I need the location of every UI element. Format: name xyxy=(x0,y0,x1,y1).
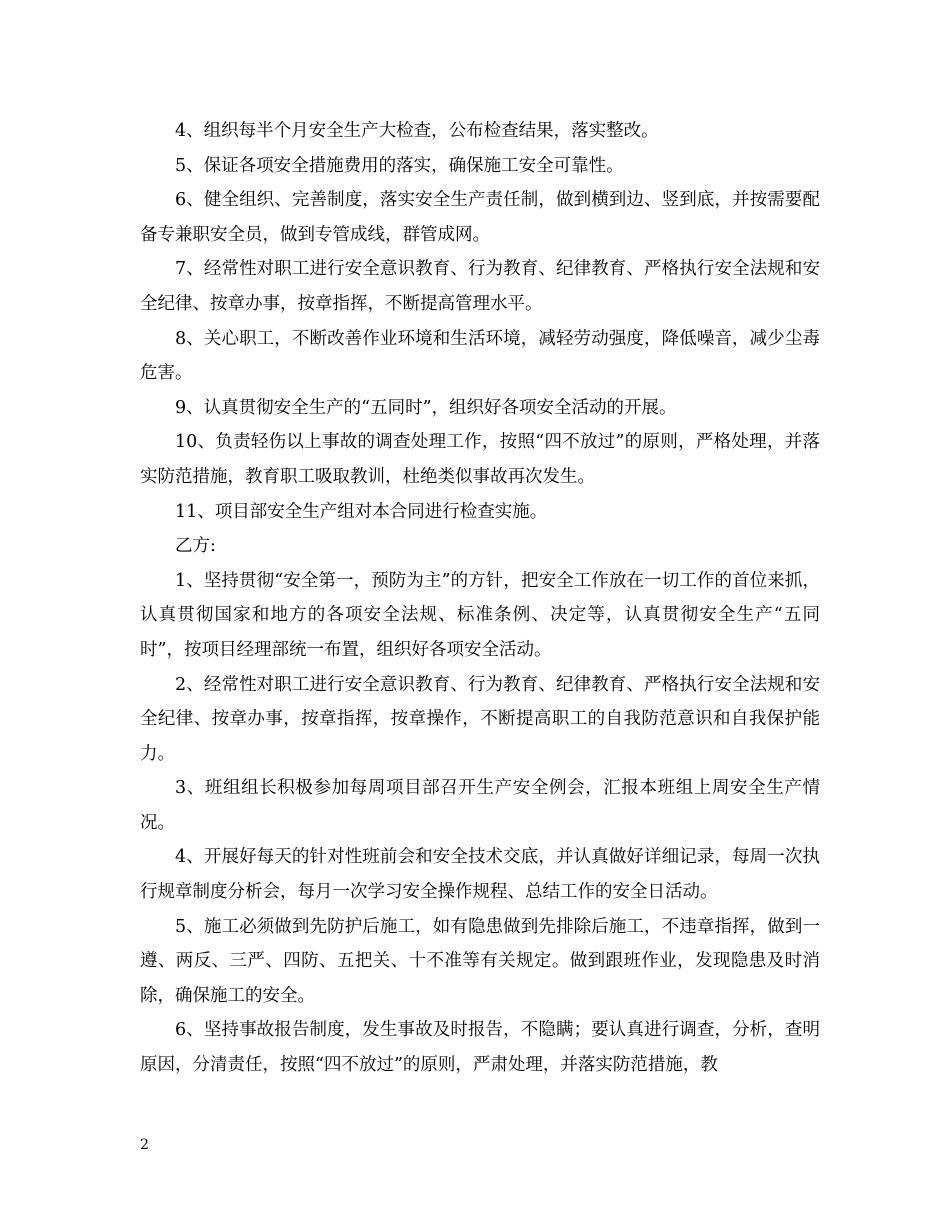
page-number: 2 xyxy=(140,1137,149,1153)
paragraph-party-b-item-4: 4、开展好每天的针对性班前会和安全技术交底，并认真做好详细记录，每周一次执行规章制度分析会，每月一次学习安全操作规程、总结工作的安全日活动。 xyxy=(140,847,820,903)
paragraph-party-b-item-1: 1、坚持贯彻“安全第一，预防为主”的方针，把安全工作放在一切工作的首位来抓，认真贯彻国家和地方的各项安全法规、标准条例、决定等，认真贯彻安全生产“五同时”，按项目经理部统一布置，组织好各项安全活动。 xyxy=(140,570,820,660)
paragraph-party-a-item-11: 11、项目部安全生产组对本合同进行检查实施。 xyxy=(175,501,548,522)
paragraph-party-a-item-7: 7、经常性对职工进行安全意识教育、行为教育、纪律教育、严格执行安全法规和安全纪律、按章办事，按章指挥，不断提高管理水平。 xyxy=(140,259,820,314)
paragraph-party-b-item-3: 3、班组组长积极参加每周项目部召开生产安全例会，汇报本班组上周安全生产情况。 xyxy=(140,778,820,833)
paragraph-party-a-item-10: 10、负责轻伤以上事故的调查处理工作，按照“四不放过”的原则，严格处理，并落实防范措施，教育职工吸取教训，杜绝类似事故再次发生。 xyxy=(140,432,820,487)
paragraph-party-a-item-9: 9、认真贯彻安全生产的“五同时”，组织好各项安全活动的开展。 xyxy=(175,397,677,418)
document-body xyxy=(140,114,820,1083)
paragraph-party-b-item-2: 2、经常性对职工进行安全意识教育、行为教育、纪律教育、严格执行安全法规和安全纪律、按章办事，按章指挥，按章操作，不断提高职工的自我防范意识和自我保护能力。 xyxy=(140,674,820,764)
paragraph-party-a-item-6: 6、健全组织、完善制度，落实安全生产责任制，做到横到边、竖到底，并按需要配备专兼职安全员，做到专管成线，群管成网。 xyxy=(140,190,820,245)
paragraph-party-a-item-5: 5、保证各项安全措施费用的落实，确保施工安全可靠性。 xyxy=(175,155,624,176)
paragraph-party-a-item-8: 8、关心职工，不断改善作业环境和生活环境，减轻劳动强度，降低噪音，减少尘毒危害。 xyxy=(140,328,820,384)
paragraph-party-b-item-6: 6、坚持事故报告制度，发生事故及时报告，不隐瞒；要认真进行调查，分析，查明原因，分清责任，按照“四不放过”的原则，严肃处理，并落实防范措施，教 xyxy=(140,1020,820,1076)
section-heading-party-b: 乙方: xyxy=(175,536,216,557)
paragraph-party-b-item-5: 5、施工必须做到先防护后施工，如有隐患做到先排除后施工，不违章指挥，做到一遵、两反、三严、四防、五把关、十不准等有关规定。做到跟班作业，发现隐患及时消除，确保施工的安全。 xyxy=(140,916,820,1006)
paragraph-party-a-item-4: 4、组织每半个月安全生产大检查，公布检查结果，落实整改。 xyxy=(175,121,659,141)
